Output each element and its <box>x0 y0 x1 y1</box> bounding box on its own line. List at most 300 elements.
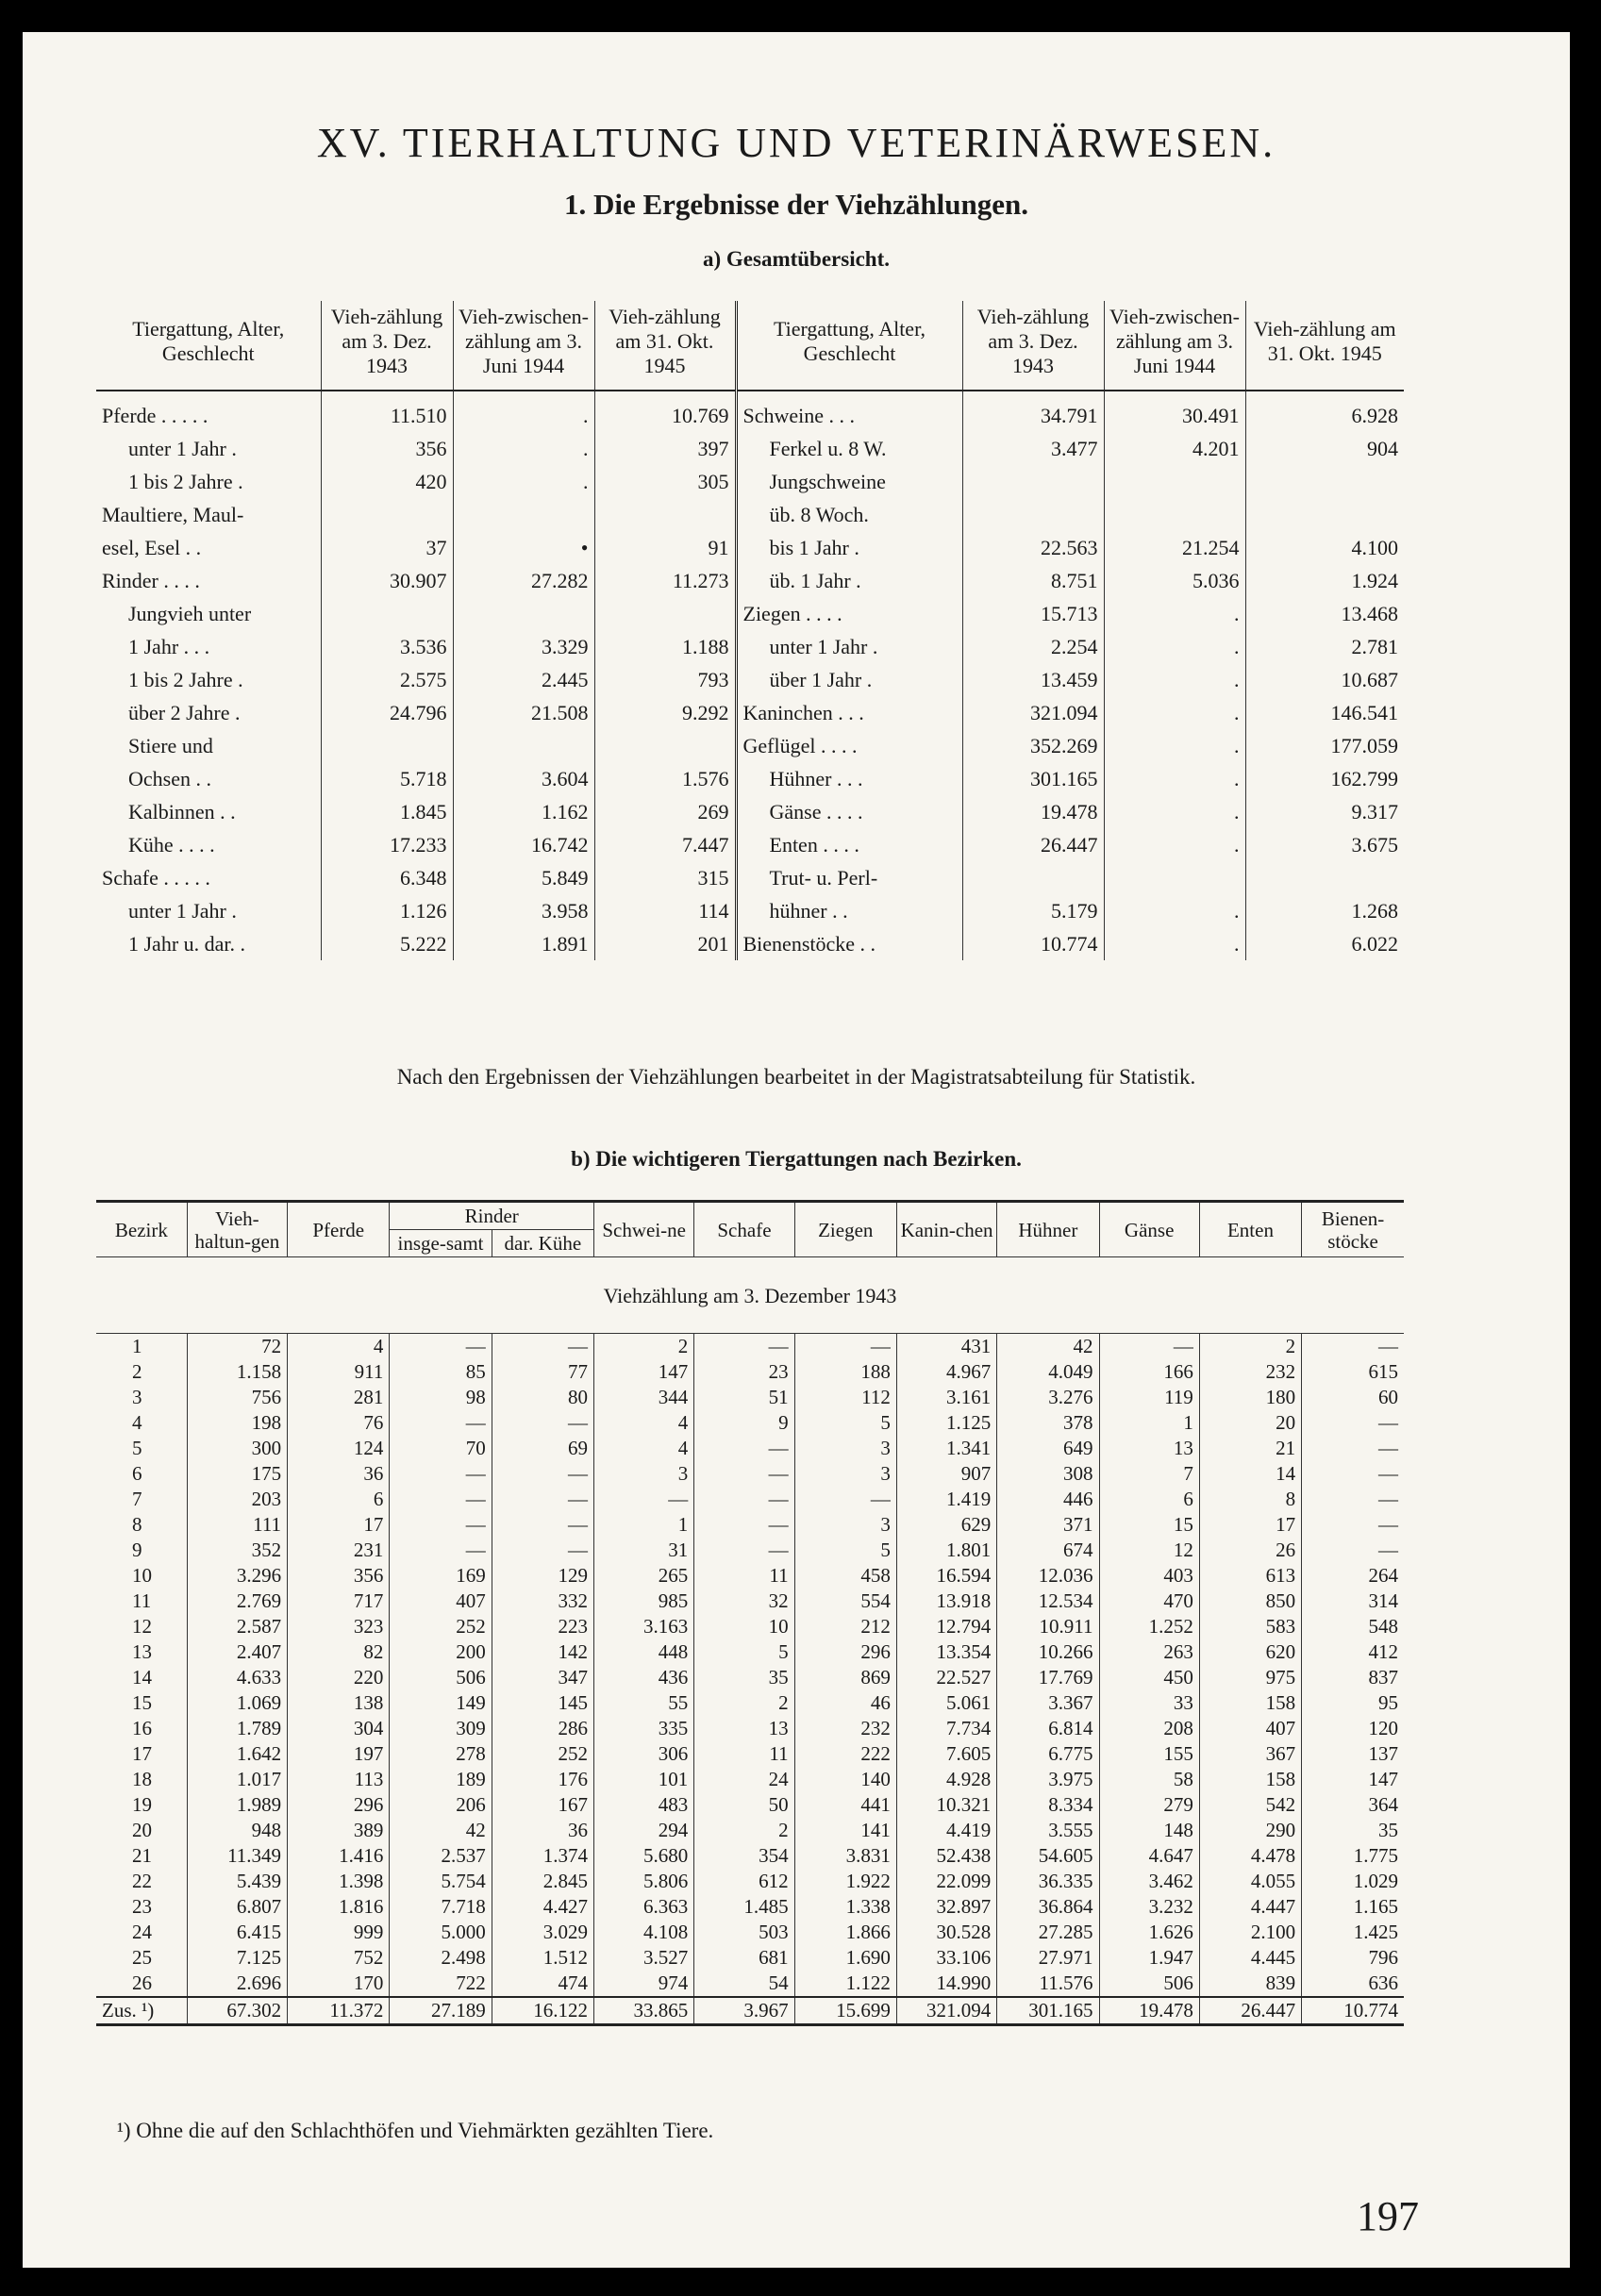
cell-value: 4.445 <box>1199 1945 1301 1971</box>
cell-value: . <box>1104 663 1245 696</box>
cell-value: 32 <box>694 1589 794 1614</box>
cell-value: 13.459 <box>962 663 1104 696</box>
cell-value: 674 <box>997 1538 1099 1563</box>
col-header-1945-left: Vieh-zählung am 31. Okt. 1945 <box>594 301 736 391</box>
col-header-1943-right: Vieh-zählung am 3. Dez. 1943 <box>962 301 1104 391</box>
table-row <box>96 1436 1404 1461</box>
table-row <box>96 1767 1404 1792</box>
table-row <box>96 531 1404 564</box>
col-header-viehhaltungen: Vieh-haltun-gen <box>187 1202 287 1257</box>
cell-value: 140 <box>794 1767 896 1792</box>
cell-value: 147 <box>594 1359 694 1385</box>
cell-value: 308 <box>997 1461 1099 1487</box>
cell-value: 717 <box>288 1589 390 1614</box>
cell-value: 158 <box>1199 1767 1301 1792</box>
row-label: 1 Jahr u. dar. . <box>96 927 321 960</box>
cell-value: 13 <box>1099 1436 1199 1461</box>
cell-value: 36.335 <box>997 1869 1099 1894</box>
bezirk-cell: 20 <box>96 1818 187 1843</box>
cell-value: 407 <box>390 1589 492 1614</box>
cell-value: 636 <box>1368 1972 1398 1994</box>
cell-value <box>594 729 736 762</box>
cell-value: 10.687 <box>1341 668 1398 691</box>
cell-value: — <box>390 1334 492 1360</box>
cell-value <box>453 597 594 630</box>
cell-value: 69 <box>492 1436 593 1461</box>
cell-value: 1.338 <box>794 1894 896 1920</box>
cell-value: 1.374 <box>492 1843 593 1869</box>
cell-value: 16.742 <box>453 828 594 861</box>
cell-value: 33.865 <box>594 1997 694 2025</box>
cell-value: 321.094 <box>962 696 1104 729</box>
cell-value: 54 <box>694 1971 794 1997</box>
cell-value: 91 <box>594 531 736 564</box>
cell-value: 26.447 <box>962 828 1104 861</box>
cell-value: 796 <box>1368 1946 1398 1969</box>
cell-value: 7.718 <box>390 1894 492 1920</box>
cell-value: 30.528 <box>896 1920 996 1945</box>
cell-value: . <box>1104 927 1245 960</box>
cell-value: 166 <box>1099 1359 1199 1385</box>
col-header-pferde: Pferde <box>288 1202 390 1257</box>
cell-value: 6.415 <box>187 1920 287 1945</box>
cell-value: 95 <box>1378 1691 1398 1714</box>
cell-value: 2.445 <box>453 663 594 696</box>
col-header-huehner: Hühner <box>997 1202 1099 1257</box>
table-row <box>96 1614 1404 1639</box>
cell-value: 3.527 <box>594 1945 694 1971</box>
cell-value: 441 <box>794 1792 896 1818</box>
cell-value: 129 <box>492 1563 593 1589</box>
cell-value: 2.845 <box>492 1869 593 1894</box>
row-label: Schweine . . . <box>736 391 962 432</box>
row-label: üb. 8 Woch. <box>736 498 962 531</box>
cell-value: 1.891 <box>453 927 594 960</box>
cell-value: 1.924 <box>1351 569 1398 592</box>
row-label: esel, Esel . . <box>96 531 321 564</box>
row-label: Ferkel u. 8 W. <box>736 432 962 465</box>
table-row <box>96 630 1404 663</box>
table-row <box>96 1512 1404 1538</box>
table-row <box>96 1639 1404 1665</box>
cell-value: 98 <box>390 1385 492 1410</box>
table-row <box>96 663 1404 696</box>
col-header-schweine: Schwei-ne <box>594 1202 694 1257</box>
cell-value: 11.349 <box>187 1843 287 1869</box>
cell-value: 305 <box>594 465 736 498</box>
cell-value: 72 <box>187 1334 287 1360</box>
cell-value: — <box>1378 1488 1398 1510</box>
cell-value: 112 <box>794 1385 896 1410</box>
cell-value: 301.165 <box>997 1997 1099 2025</box>
table-row <box>96 498 1404 531</box>
col-header-kaninchen: Kanin-chen <box>896 1202 996 1257</box>
cell-value: 208 <box>1099 1716 1199 1741</box>
cell-value <box>594 597 736 630</box>
row-label: Kaninchen . . . <box>736 696 962 729</box>
cell-value: 36 <box>492 1818 593 1843</box>
cell-value: 120 <box>1368 1717 1398 1739</box>
cell-value: 176 <box>492 1767 593 1792</box>
cell-value: 113 <box>288 1767 390 1792</box>
cell-value: 137 <box>1368 1742 1398 1765</box>
table-section-label: Viehzählung am 3. Dezember 1943 <box>96 1257 1404 1334</box>
cell-value: 13.918 <box>896 1589 996 1614</box>
table-row <box>96 465 1404 498</box>
row-label: unter 1 Jahr . <box>736 630 962 663</box>
cell-value: 10 <box>694 1614 794 1639</box>
cell-value: . <box>1104 696 1245 729</box>
cell-value: 850 <box>1199 1589 1301 1614</box>
bezirk-cell: 11 <box>96 1589 187 1614</box>
bezirk-cell: 9 <box>96 1538 187 1563</box>
cell-value: 1.485 <box>694 1894 794 1920</box>
cell-value: 264 <box>1368 1564 1398 1587</box>
cell-value: 1.398 <box>288 1869 390 1894</box>
cell-value: 2.781 <box>1351 635 1398 658</box>
cell-value <box>1104 465 1245 498</box>
cell-value: 412 <box>1368 1640 1398 1663</box>
cell-value: 344 <box>594 1385 694 1410</box>
col-header-bienenstoecke: Bienen-stöcke <box>1321 1206 1385 1253</box>
cell-value: 904 <box>1367 437 1398 460</box>
cell-value: 1.158 <box>187 1359 287 1385</box>
cell-value <box>1245 465 1404 498</box>
cell-value: 4.967 <box>896 1359 996 1385</box>
bezirk-cell: 12 <box>96 1614 187 1639</box>
cell-value: 19.478 <box>1099 1997 1199 2025</box>
cell-value: 170 <box>288 1971 390 1997</box>
row-label: Gänse . . . . <box>736 795 962 828</box>
cell-value: 27.189 <box>390 1997 492 2025</box>
cell-value: 1.029 <box>1353 1870 1398 1892</box>
cell-value: 975 <box>1199 1665 1301 1690</box>
bezirk-cell: 15 <box>96 1690 187 1716</box>
table-row <box>96 696 1404 729</box>
table-row <box>96 894 1404 927</box>
cell-value: 1.126 <box>321 894 453 927</box>
cell-value: 17.233 <box>321 828 453 861</box>
cell-value: 4.100 <box>1351 536 1398 559</box>
cell-value: — <box>694 1334 794 1360</box>
cell-value: 6.807 <box>187 1894 287 1920</box>
cell-value: 22.563 <box>962 531 1104 564</box>
cell-value: 3.536 <box>321 630 453 663</box>
cell-value: — <box>1378 1411 1398 1434</box>
cell-value: 354 <box>694 1843 794 1869</box>
cell-value: 446 <box>997 1487 1099 1512</box>
cell-value: 1.069 <box>187 1690 287 1716</box>
cell-value: 9.317 <box>1351 800 1398 824</box>
cell-value: 1.416 <box>288 1843 390 1869</box>
bezirk-cell: 2 <box>96 1359 187 1385</box>
cell-value: 911 <box>288 1359 390 1385</box>
cell-value: 403 <box>1099 1563 1199 1589</box>
cell-value: 3 <box>794 1436 896 1461</box>
cell-value: 42 <box>997 1334 1099 1360</box>
cell-value: 198 <box>187 1410 287 1436</box>
cell-value: — <box>1378 1437 1398 1459</box>
cell-value: 506 <box>390 1665 492 1690</box>
footnote: ¹) Ohne die auf den Schlachthöfen und Viehmärkten gezählten Tiere. <box>117 2119 714 2142</box>
cell-value: 14 <box>1199 1461 1301 1487</box>
cell-value: 22.527 <box>896 1665 996 1690</box>
cell-value: 6.814 <box>997 1716 1099 1741</box>
row-label: unter 1 Jahr . <box>96 894 321 927</box>
cell-value: 17.769 <box>997 1665 1099 1690</box>
cell-value: 1.626 <box>1099 1920 1199 1945</box>
cell-value: 2.100 <box>1199 1920 1301 1945</box>
bezirk-cell: 17 <box>96 1741 187 1767</box>
cell-value: 5 <box>794 1410 896 1436</box>
cell-value: 3 <box>794 1512 896 1538</box>
cell-value: 4.633 <box>187 1665 287 1690</box>
cell-value: 1.775 <box>1353 1844 1398 1867</box>
cell-value: 356 <box>321 432 453 465</box>
table-row <box>96 1461 1404 1487</box>
cell-value: 420 <box>321 465 453 498</box>
cell-value: 11.510 <box>321 391 453 432</box>
cell-value: — <box>694 1512 794 1538</box>
cell-value: 50 <box>694 1792 794 1818</box>
cell-value: 12.036 <box>997 1563 1099 1589</box>
cell-value: 431 <box>896 1334 996 1360</box>
cell-value: 1.845 <box>321 795 453 828</box>
cell-value: 19.478 <box>962 795 1104 828</box>
cell-value: 4.201 <box>1104 432 1245 465</box>
cell-value: 197 <box>288 1741 390 1767</box>
cell-value: 9.292 <box>594 696 736 729</box>
cell-value: 752 <box>288 1945 390 1971</box>
cell-value: 367 <box>1199 1741 1301 1767</box>
cell-value: 974 <box>594 1971 694 1997</box>
bezirk-cell: 6 <box>96 1461 187 1487</box>
cell-value: 12 <box>1099 1538 1199 1563</box>
table-row <box>96 1487 1404 1512</box>
cell-value: 222 <box>794 1741 896 1767</box>
cell-value: 21 <box>1199 1436 1301 1461</box>
cell-value: 10.911 <box>997 1614 1099 1639</box>
cell-value: 1.341 <box>896 1436 996 1461</box>
cell-value: 119 <box>1099 1385 1199 1410</box>
cell-value: 7.447 <box>594 828 736 861</box>
cell-value: 309 <box>390 1716 492 1741</box>
cell-value: 5.680 <box>594 1843 694 1869</box>
cell-value: 7 <box>1099 1461 1199 1487</box>
cell-value: 13 <box>694 1716 794 1741</box>
cell-value: 1.268 <box>1351 899 1398 923</box>
cell-value: 1.866 <box>794 1920 896 1945</box>
cell-value: 1.162 <box>453 795 594 828</box>
table-row <box>96 597 1404 630</box>
cell-value: 269 <box>594 795 736 828</box>
cell-value: 837 <box>1368 1666 1398 1689</box>
cell-value: — <box>1378 1335 1398 1357</box>
table-row <box>96 1334 1404 1360</box>
bezirk-cell: 5 <box>96 1436 187 1461</box>
bezirk-cell: 26 <box>96 1971 187 1997</box>
cell-value: 189 <box>390 1767 492 1792</box>
table-row <box>96 828 1404 861</box>
bezirk-cell: 18 <box>96 1767 187 1792</box>
cell-value: 188 <box>794 1359 896 1385</box>
cell-value: . <box>1104 828 1245 861</box>
cell-value: 649 <box>997 1436 1099 1461</box>
cell-value: — <box>694 1461 794 1487</box>
bezirk-cell: 1 <box>96 1334 187 1360</box>
cell-value: 46 <box>794 1690 896 1716</box>
cell-value: 85 <box>390 1359 492 1385</box>
bezirk-cell: 10 <box>96 1563 187 1589</box>
cell-value: 1.816 <box>288 1894 390 1920</box>
col-header-gaense: Gänse <box>1099 1202 1199 1257</box>
table-row <box>96 391 1404 432</box>
cell-value: 5.061 <box>896 1690 996 1716</box>
cell-value: 4 <box>594 1410 694 1436</box>
cell-value: 1.789 <box>187 1716 287 1741</box>
cell-value: 306 <box>594 1741 694 1767</box>
table-row <box>96 1741 1404 1767</box>
cell-value: 1.425 <box>1353 1921 1398 1943</box>
cell-value: 3.232 <box>1099 1894 1199 1920</box>
cell-value: 15.699 <box>794 1997 896 2025</box>
cell-value <box>453 498 594 531</box>
cell-value: 3.163 <box>594 1614 694 1639</box>
cell-value: . <box>1104 630 1245 663</box>
cell-value: 352.269 <box>962 729 1104 762</box>
cell-value: 985 <box>594 1589 694 1614</box>
cell-value: 407 <box>1199 1716 1301 1741</box>
cell-value: 42 <box>390 1818 492 1843</box>
cell-value <box>594 498 736 531</box>
cell-value: 7.605 <box>896 1741 996 1767</box>
cell-value: 3.958 <box>453 894 594 927</box>
row-label: über 2 Jahre . <box>96 696 321 729</box>
cell-value: — <box>1378 1539 1398 1561</box>
cell-value: 8.334 <box>997 1792 1099 1818</box>
cell-value: 3.296 <box>187 1563 287 1589</box>
cell-value: 301.165 <box>962 762 1104 795</box>
col-header-rinder-insgesamt: insge-samt <box>390 1230 492 1257</box>
cell-value: 6 <box>1099 1487 1199 1512</box>
cell-value: 1.017 <box>187 1767 287 1792</box>
cell-value: 34.791 <box>962 391 1104 432</box>
col-header-1943-left: Vieh-zählung am 3. Dez. 1943 <box>321 301 453 391</box>
col-header-ziegen: Ziegen <box>794 1202 896 1257</box>
cell-value: 146.541 <box>1330 701 1398 724</box>
cell-value: 2.575 <box>321 663 453 696</box>
table-row <box>96 1945 1404 1971</box>
cell-value: . <box>453 465 594 498</box>
cell-value: — <box>492 1410 593 1436</box>
cell-value: 148 <box>1099 1818 1199 1843</box>
table-row <box>96 795 1404 828</box>
cell-value: 5.222 <box>321 927 453 960</box>
cell-value: 80 <box>492 1385 593 1410</box>
cell-value: 252 <box>492 1741 593 1767</box>
cell-value: — <box>1378 1462 1398 1485</box>
cell-value <box>1104 498 1245 531</box>
cell-value: 22.099 <box>896 1869 996 1894</box>
cell-value: 281 <box>288 1385 390 1410</box>
cell-value: 448 <box>594 1639 694 1665</box>
document-page <box>23 32 1570 2268</box>
cell-value: 1.947 <box>1099 1945 1199 1971</box>
cell-value: 142 <box>492 1639 593 1665</box>
cell-value: 8.751 <box>962 564 1104 597</box>
cell-value: 201 <box>594 927 736 960</box>
table-row <box>96 1563 1404 1589</box>
cell-value: 2.696 <box>187 1971 287 1997</box>
cell-value: 180 <box>1199 1385 1301 1410</box>
cell-value: 11.372 <box>288 1997 390 2025</box>
cell-value: 332 <box>492 1589 593 1614</box>
cell-value: 1.576 <box>594 762 736 795</box>
cell-value: 4.647 <box>1099 1843 1199 1869</box>
cell-value: — <box>694 1538 794 1563</box>
cell-value: 252 <box>390 1614 492 1639</box>
cell-value: 5.806 <box>594 1869 694 1894</box>
cell-value: . <box>1104 795 1245 828</box>
cell-value: 4 <box>288 1334 390 1360</box>
cell-value: — <box>694 1487 794 1512</box>
cell-value: 470 <box>1099 1589 1199 1614</box>
bezirk-cell: 21 <box>96 1843 187 1869</box>
cell-value: — <box>794 1334 896 1360</box>
table-row <box>96 1920 1404 1945</box>
cell-value: 4.108 <box>594 1920 694 1945</box>
cell-value: 2.254 <box>962 630 1104 663</box>
cell-value: 5.179 <box>962 894 1104 927</box>
cell-value: 1.419 <box>896 1487 996 1512</box>
cell-value: 67.302 <box>187 1997 287 2025</box>
cell-value: 35 <box>694 1665 794 1690</box>
cell-value: — <box>1378 1513 1398 1536</box>
cell-value: 33.106 <box>896 1945 996 1971</box>
cell-value: 6.775 <box>997 1741 1099 1767</box>
row-label: 1 bis 2 Jahre . <box>96 663 321 696</box>
cell-value: 3.975 <box>997 1767 1099 1792</box>
cell-value: 450 <box>1099 1665 1199 1690</box>
cell-value: 114 <box>594 894 736 927</box>
cell-value: 8 <box>1199 1487 1301 1512</box>
cell-value: — <box>492 1538 593 1563</box>
page-number: 197 <box>1357 2193 1419 2239</box>
cell-value: 6.022 <box>1351 932 1398 956</box>
cell-value: 294 <box>594 1818 694 1843</box>
cell-value: 1.122 <box>794 1971 896 1997</box>
cell-value: 52.438 <box>896 1843 996 1869</box>
cell-value: • <box>453 531 594 564</box>
cell-value: 147 <box>1368 1768 1398 1790</box>
cell-value: 315 <box>594 861 736 894</box>
cell-value: — <box>492 1512 593 1538</box>
cell-value: 11 <box>694 1563 794 1589</box>
cell-value: 10.769 <box>594 391 736 432</box>
table-row <box>96 1818 1404 1843</box>
cell-value: 206 <box>390 1792 492 1818</box>
cell-value: 220 <box>288 1665 390 1690</box>
cell-value: — <box>492 1334 593 1360</box>
row-label: Maultiere, Maul- <box>96 498 321 531</box>
cell-value: 583 <box>1199 1614 1301 1639</box>
cell-value: 5.849 <box>453 861 594 894</box>
cell-value: 177.059 <box>1330 734 1398 757</box>
cell-value: 323 <box>288 1614 390 1639</box>
row-label: über 1 Jahr . <box>736 663 962 696</box>
row-label: Schafe . . . . . <box>96 861 321 894</box>
cell-value: 6.348 <box>321 861 453 894</box>
